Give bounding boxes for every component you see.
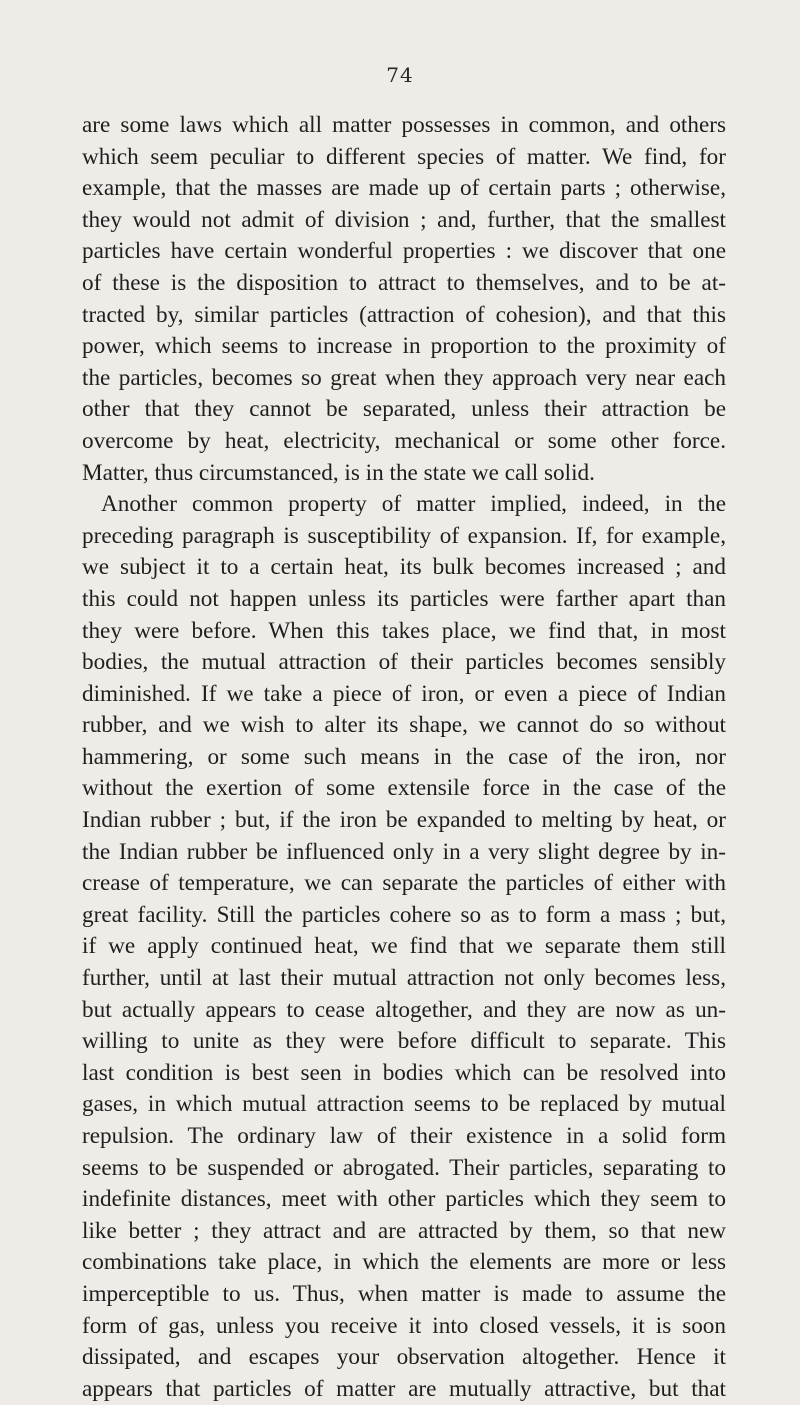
text-line: further, until at last their mutual attraction not only becomes less,	[82, 965, 726, 992]
text-line: Indian rubber ; but, if the iron be expanded to melting by heat, or	[82, 807, 726, 834]
page-number: 74	[386, 63, 414, 87]
text-line: tracted by, similar particles (attraction of cohesion), and that this	[82, 301, 726, 328]
text-line: seems to be suspended or abrogated. Their particles, separating to	[82, 1154, 726, 1181]
text-line: willing to unite as they were before difficult to separate. This	[82, 1028, 726, 1055]
text-line: repulsion. The ordinary law of their existence in a solid form	[82, 1123, 726, 1149]
text-line: but actually appears to cease altogether, and they are now as un-	[82, 996, 726, 1023]
text-line: rubber, and we wish to alter its shape, we cannot do so without	[82, 712, 726, 739]
text-line: they would not admit of division ; and, further, that the smallest	[82, 206, 726, 233]
text-line: power, which seems to increase in proportion to the proximity of	[82, 333, 726, 360]
text-line: like better ; they attract and are attracted by them, so that new	[82, 1217, 726, 1244]
text-line: appears that particles of matter are mutually attractive, but that	[82, 1375, 726, 1402]
text-line: example, that the masses are made up of certain parts ; otherwise,	[82, 175, 726, 202]
paragraph	[82, 489, 726, 1405]
text-line: indefinite distances, meet with other particles which they seem to	[82, 1186, 726, 1213]
text-line: imperceptible to us. Thus, when matter is made to assume the	[82, 1280, 726, 1307]
body-text	[82, 110, 726, 1405]
text-line: we subject it to a certain heat, its bulk becomes increased ; and	[82, 554, 726, 581]
text-line: diminished. If we take a piece of iron, or even a piece of Indian	[82, 680, 726, 707]
text-line: are some laws which all matter possesses in common, and others	[82, 112, 726, 138]
text-line: great facility. Still the particles cohere so as to form a mass ; but,	[82, 901, 726, 928]
text-line: without the exertion of some extensile force in the case of the	[82, 775, 726, 802]
text-line: bodies, the mutual attraction of their particles becomes sensibly	[82, 649, 726, 676]
text-line: preceding paragraph is susceptibility of expansion. If, for example,	[82, 522, 726, 549]
text-line: gases, in which mutual attraction seems to be replaced by mutual	[82, 1091, 726, 1118]
text-line: dissipated, and escapes your observation altogether. Hence it	[82, 1344, 726, 1371]
text-line: of these is the disposition to attract to themselves, and to be at-	[82, 269, 726, 296]
text-line: overcome by heat, electricity, mechanical or some other force.	[82, 427, 726, 454]
paragraph	[82, 110, 726, 489]
text-line: combinations take place, in which the elements are more or less	[82, 1249, 726, 1276]
text-line: Matter, thus circumstanced, is in the state we call solid.	[82, 459, 595, 486]
text-line: they were before. When this takes place, we find that, in most	[82, 617, 726, 644]
text-line: Another common property of matter implied, indeed, in the	[101, 491, 726, 518]
text-line: other that they cannot be separated, unless their attraction be	[82, 396, 726, 423]
text-line: the Indian rubber be influenced only in a very slight degree by in-	[82, 838, 726, 865]
text-line: form of gas, unless you receive it into closed vessels, it is soon	[82, 1312, 726, 1339]
text-line: the particles, becomes so great when they approach very near each	[82, 364, 726, 391]
text-line: if we apply continued heat, we find that we separate them still	[82, 933, 726, 960]
text-line: crease of temperature, we can separate the particles of either with	[82, 870, 726, 897]
text-line: particles have certain wonderful properties : we discover that one	[82, 238, 726, 265]
text-line: this could not happen unless its particles were farther apart than	[82, 585, 726, 612]
text-line: last condition is best seen in bodies which can be resolved into	[82, 1059, 726, 1086]
text-line: which seem peculiar to different species of matter. We find, for	[82, 143, 726, 170]
text-line: hammering, or some such means in the case of the iron, nor	[82, 743, 726, 770]
